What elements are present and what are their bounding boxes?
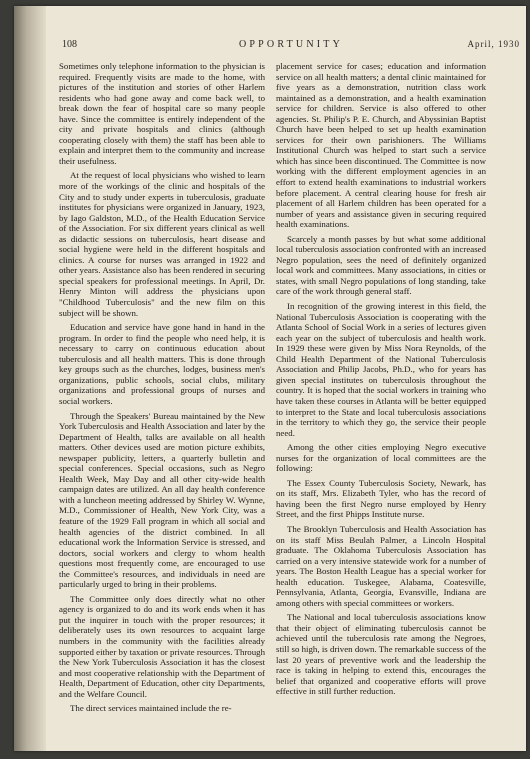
magazine-title: OPPORTUNITY [238,39,344,50]
paragraph: The direct services maintained include the re- [70,703,232,714]
paragraph: The Brooklyn Tuberculosis and Health Association has on its staff Miss Beulah Palmer, a Lincoln Hospital graduate. The Oklahoma Tuberculosis Association has carried on a very intensive statewide work for a number of years. The Boston Health League has a special worker for health education. Tuskegee, Alabama, Coatesville, Pennsylvania, Atlanta, Georgia, Evansville, Indiana are among others with special committees or workers. [276,523,486,608]
paragraph: The National and local tuberculosis associations know that their object of eliminating tuberculosis cannot be achieved until the tuberculosis rate among the Negroes, still so high, is driven down. The remarkable success of the last 20 years of preventive work and the leadership the race is taking in helping to extend this, encourages the belief that organized and cooperative efforts will prove effective in still further reduction. [276,612,486,697]
paragraph: Through the Speakers' Bureau maintained by the New York Tuberculosis and Health Association and later by the Department of Health, talks are available on all health matters. Other devices used are motion picture exhibits, newspaper publicity, letters, a quarterly bulletin and special conferences. Special occasions, such as Negro Health Week, May Day and all other city-wide health campaign dates are utilized. An all day health conference with a luncheon meeting addressed by Shirley W. Wynne, M.D., Commissioner of Health, New York City, was a feature of the 1929 Fall program in which all social and health agencies of the district combined. In all educational work the Information Service is stressed, and doctors, social workers and clergy to whom health questions most frequently come, are encouraged to use the Committee's resources, and individuals in need are particularly urged to bring in their problems. [59,410,265,590]
paragraph: Education and service have gone hand in hand in the program. In order to find the people who need help, it is necessary to carry on continuous education about tuberculosis and all health matters. This is done through key groups such as the churches, lodges, business men's organizations, public schools, social clubs, military organizations and professional groups of nurses and social workers. [59,322,265,406]
paragraph: Among the other cities employing Negro executive nurses for the organization of local committees are the following: [276,442,486,474]
paragraph: placement service for cases; education and information service on all health matters; a dental clinic maintained for five years as a demonstration, nutrition class work maintained as a demonstration, and a health examination service for children. Service is also offered to other agencies. St. Philip's P. E. Church, and Abyssinian Baptist Church have been helped to set up health examination services for their own parishioners. The Williams Institutional Church was helped to start such a service which has since been discontinued. The Committee is now working with the different employment agencies in an effort to extend health examinations to industrial workers before placement. A central clearing house for fresh air placement of all Harlem children has been operated for a number of years and assistance given in securing required health examinations. [276,61,486,230]
paragraph: Sometimes only telephone information to the physician is required. Frequently visits are made to the home, with pictures of the institution and stories of other Harlem residents who had gone away and come back well, to break down the fear of hospital care so many people have. Since the committee is entirely independent of the city and private hospitals and clinics (although cooperating closely with them) the staff has been able to explain and interpret them to the community and increase their usefulness. [59,61,265,166]
paragraph: The Essex County Tuberculosis Society, Newark, has on its staff, Mrs. Elizabeth Tyler, who has the record of having been the first Negro nurse employed by Henry Street, and the first Phipps Institute nurse. [276,477,486,520]
binding-gutter [14,6,46,751]
issue-date: April, 1930 [467,39,520,49]
page-number: 108 [62,39,77,50]
paragraph: The Committee only does directly what no other agency is organized to do and its work ends when it has put the inquirer in touch with the proper resources; it deliberately uses its own resources to acquaint large numbers in the community with the facilities already supported either by taxation or private resources. Through the New York Tuberculosis Association it has the closest and most cooperative relationship with the Department of Health, Department of Education, other city Departments, and the Welfare Council. [59,593,265,699]
paragraph: Scarcely a month passes by but what some additional local tuberculosis association confronted with an increased Negro population, sees the need of definitely organized local work and committees. Many associations, in cities or states, with small Negro populations of long standing, take care of the work through general staff. [276,233,486,297]
paragraph: At the request of local physicians who wished to learn more of the workings of the clinic and hospitals of the City and to study under experts in tuberculosis, graduate institutes for physicians were organized in January, 1923, by Iago Galdston, M.D., of the Health Education Service of the Association. For six different years clinical as well as didactic sessions on tuberculosis, heart disease and social hygiene were held in the different hospitals and clinics. A course for nurses was arranged in 1922 and other years. Assistance also has been rendered in securing special speakers for professional meetings. In April, Dr. Henry Minton will address the physicians upon "Childhood Tuberculosis" and the new film on this subject will be shown. [59,170,265,318]
page-header [62,39,520,53]
magazine-page [14,6,526,751]
paragraph: In recognition of the growing interest in this field, the National Tuberculosis Association is cooperating with the Atlanta School of Social Work in a series of lectures given each year on the subject of tuberculosis and health work. In 1929 these were given by Miss Nora Reynolds, of the Child Health Department of the National Tuberculosis Association and Philip Jacobs, Ph.D., who for years has given special institutes on tuberculosis throughout the country. It is hoped that the social workers in training who have taken these courses in Atlanta will be better equipped to interpret to the State and local tuberculosis associations in the territory to which they go, the service their people need. [276,301,486,438]
left-column [59,61,265,718]
right-column [276,61,486,701]
